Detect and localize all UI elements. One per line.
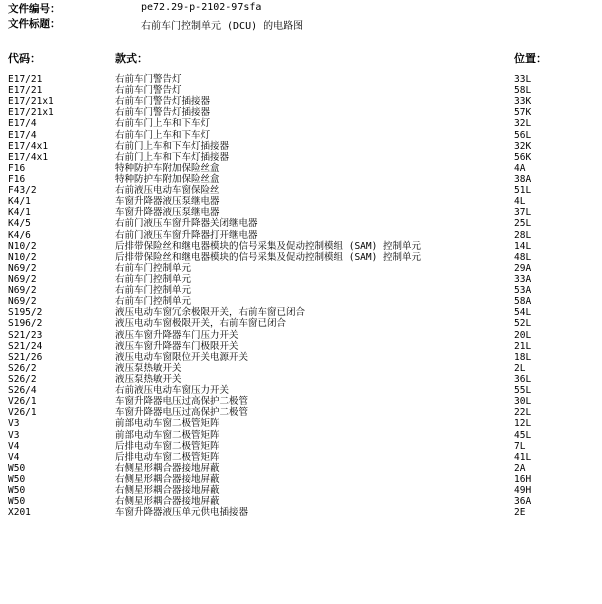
- table-row: [0, 507, 602, 518]
- table-row: [0, 74, 602, 85]
- table-row: [0, 196, 602, 207]
- component-description: 右前车门警告灯: [115, 74, 182, 85]
- table-row: [0, 274, 602, 285]
- component-description: 后排电动车窗二极管矩阵: [115, 451, 220, 463]
- component-code: N69/2: [8, 285, 37, 297]
- component-code: V4: [8, 451, 20, 463]
- component-position: 29A: [514, 262, 532, 274]
- component-position: 16H: [514, 473, 532, 485]
- component-code: E17/4: [8, 118, 37, 130]
- table-row: [0, 496, 602, 507]
- component-position: 4L: [514, 196, 526, 208]
- table-row: [0, 330, 602, 341]
- component-position: 32K: [514, 140, 532, 152]
- table-row: [0, 385, 602, 396]
- component-description: 右侧星形耦合器接地屏蔽: [115, 462, 220, 474]
- component-code: F16: [8, 162, 26, 174]
- component-code: F16: [8, 173, 26, 185]
- component-description: 液压电动车窗极限开关，右前车窗已闭合: [115, 318, 287, 330]
- component-position: 32L: [514, 118, 532, 130]
- table-row: [0, 474, 602, 485]
- doc-title-value: 右前车门控制单元 (DCU) 的电路图: [141, 21, 304, 32]
- component-position: 51L: [514, 185, 532, 197]
- component-position: 12L: [514, 418, 532, 430]
- component-code: V4: [8, 440, 20, 452]
- column-header-code: 代码：: [8, 52, 41, 65]
- table-row: [0, 163, 602, 174]
- component-position: 2E: [514, 507, 526, 519]
- component-code: W50: [8, 462, 26, 474]
- component-description: 右前车门警告灯插接器: [115, 96, 211, 108]
- component-description: 液压泵热敏开关: [115, 362, 182, 374]
- table-row: [0, 252, 602, 263]
- component-description: 右前门上车和下车灯插接器: [115, 140, 230, 152]
- component-position: 38A: [514, 173, 532, 185]
- table-row: [0, 152, 602, 163]
- component-description: 车窗升降器液压泵继电器: [115, 196, 220, 208]
- component-position: 36A: [514, 496, 532, 508]
- component-position: 33K: [514, 96, 532, 108]
- component-description: 前部电动车窗二极管矩阵: [115, 429, 220, 441]
- component-code: V26/1: [8, 407, 37, 419]
- component-code: K4/1: [8, 196, 31, 208]
- component-position: 36L: [514, 373, 532, 385]
- table-row: [0, 107, 602, 118]
- component-description: 右侧星形耦合器接地屏蔽: [115, 485, 220, 497]
- component-code: S21/23: [8, 329, 43, 341]
- component-description: 特种防护车附加保险丝盒: [115, 162, 220, 174]
- component-code: S196/2: [8, 318, 43, 330]
- component-position: 48L: [514, 251, 532, 263]
- component-description: 后排带保险丝和继电器模块的信号采集及促动控制模组 (SAM) 控制单元: [115, 251, 422, 263]
- table-row: [0, 85, 602, 96]
- table-row: [0, 241, 602, 252]
- component-position: 57K: [514, 107, 532, 119]
- component-position: 28L: [514, 229, 532, 241]
- component-code: V3: [8, 418, 20, 430]
- component-code: N69/2: [8, 296, 37, 308]
- component-position: 37L: [514, 207, 532, 219]
- component-position: 33L: [514, 74, 532, 85]
- component-code: X201: [8, 507, 31, 519]
- component-description: 右前门液压车窗升降器关闭继电器: [115, 218, 258, 230]
- component-position: 25L: [514, 218, 532, 230]
- table-row: [0, 485, 602, 496]
- component-code: S21/24: [8, 340, 43, 352]
- component-description: 特种防护车附加保险丝盒: [115, 173, 220, 185]
- table-row: [0, 185, 602, 196]
- table-row: [0, 285, 602, 296]
- component-description: 液压电动车窗冗余极限开关，右前车窗已闭合: [115, 307, 306, 319]
- component-description: 液压电动车窗限位开关电源开关: [115, 351, 249, 363]
- component-description: 右前车门控制单元: [115, 273, 192, 285]
- table-row: [0, 352, 602, 363]
- component-description: 前部电动车窗二极管矩阵: [115, 418, 220, 430]
- table-row: [0, 341, 602, 352]
- component-description: 右前液压电动车窗保险丝: [115, 185, 220, 197]
- component-code: S21/26: [8, 351, 43, 363]
- component-code: W50: [8, 485, 26, 497]
- component-description: 右前门液压车窗升降器打开继电器: [115, 229, 258, 241]
- table-row: [0, 296, 602, 307]
- component-description: 液压车窗升降器车门压力开关: [115, 329, 239, 341]
- component-description: 车窗升降器电压过高保护二极管: [115, 407, 249, 419]
- component-position: 4A: [514, 162, 526, 174]
- component-description: 右前车门控制单元: [115, 262, 192, 274]
- component-code: K4/6: [8, 229, 31, 241]
- component-code: F43/2: [8, 185, 37, 197]
- table-row: [0, 318, 602, 329]
- component-code: E17/4: [8, 129, 37, 141]
- component-position: 14L: [514, 240, 532, 252]
- table-row: [0, 452, 602, 463]
- component-position: 20L: [514, 329, 532, 341]
- component-description: 右前车门控制单元: [115, 285, 192, 297]
- component-position: 30L: [514, 396, 532, 408]
- component-code: S26/2: [8, 373, 37, 385]
- table-row: [0, 218, 602, 229]
- table-row: [0, 118, 602, 129]
- component-position: 58L: [514, 85, 532, 97]
- component-position: 7L: [514, 440, 526, 452]
- component-position: 54L: [514, 307, 532, 319]
- component-position: 22L: [514, 407, 532, 419]
- component-code: E17/4x1: [8, 151, 49, 163]
- table-row: [0, 407, 602, 418]
- component-position: 55L: [514, 385, 532, 397]
- component-position: 53A: [514, 285, 532, 297]
- table-row: [0, 207, 602, 218]
- component-description: 右前车门上车和下车灯: [115, 129, 211, 141]
- component-position: 18L: [514, 351, 532, 363]
- component-description: 右前液压电动车窗压力开关: [115, 385, 230, 397]
- component-code: K4/5: [8, 218, 31, 230]
- component-code: S26/4: [8, 385, 37, 397]
- component-list: [0, 74, 602, 518]
- component-description: 车窗升降器液压泵继电器: [115, 207, 220, 219]
- component-description: 右侧星形耦合器接地屏蔽: [115, 473, 220, 485]
- component-description: 右前车门警告灯: [115, 85, 182, 97]
- table-row: [0, 96, 602, 107]
- table-row: [0, 174, 602, 185]
- table-row: [0, 430, 602, 441]
- component-description: 右前车门警告灯插接器: [115, 107, 211, 119]
- component-code: K4/1: [8, 207, 31, 219]
- table-row: [0, 130, 602, 141]
- component-description: 右前车门控制单元: [115, 296, 192, 308]
- component-position: 45L: [514, 429, 532, 441]
- component-description: 后排带保险丝和继电器模块的信号采集及促动控制模组 (SAM) 控制单元: [115, 240, 422, 252]
- table-row: [0, 230, 602, 241]
- component-description: 右侧星形耦合器接地屏蔽: [115, 496, 220, 508]
- column-header-desc: 款式：: [115, 52, 148, 65]
- component-position: 2L: [514, 362, 526, 374]
- component-code: W50: [8, 473, 26, 485]
- doc-title-label: 文件标题：: [8, 18, 61, 30]
- component-description: 后排电动车窗二极管矩阵: [115, 440, 220, 452]
- component-code: S195/2: [8, 307, 43, 319]
- component-code: W50: [8, 496, 26, 508]
- component-code: E17/4x1: [8, 140, 49, 152]
- component-code: N10/2: [8, 251, 37, 263]
- doc-number-label: 文件编号：: [8, 3, 61, 15]
- component-description: 液压泵热敏开关: [115, 373, 182, 385]
- component-code: N69/2: [8, 262, 37, 274]
- table-row: [0, 374, 602, 385]
- component-code: N69/2: [8, 273, 37, 285]
- component-position: 56K: [514, 151, 532, 163]
- component-description: 右前门上车和下车灯插接器: [115, 151, 230, 163]
- table-row: [0, 396, 602, 407]
- component-description: 车窗升降器电压过高保护二极管: [115, 396, 249, 408]
- component-code: E17/21x1: [8, 107, 54, 119]
- component-code: N10/2: [8, 240, 37, 252]
- table-row: [0, 463, 602, 474]
- component-code: V26/1: [8, 396, 37, 408]
- component-position: 56L: [514, 129, 532, 141]
- component-code: E17/21: [8, 74, 43, 85]
- component-description: 右前车门上车和下车灯: [115, 118, 211, 130]
- component-description: 车窗升降器液压单元供电插接器: [115, 507, 249, 519]
- table-row: [0, 263, 602, 274]
- component-position: 21L: [514, 340, 532, 352]
- column-header-pos: 位置：: [514, 52, 547, 65]
- component-position: 33A: [514, 273, 532, 285]
- component-position: 41L: [514, 451, 532, 463]
- table-row: [0, 418, 602, 429]
- component-code: E17/21: [8, 85, 43, 97]
- component-position: 58A: [514, 296, 532, 308]
- table-row: [0, 441, 602, 452]
- component-code: S26/2: [8, 362, 37, 374]
- doc-number-value: pe72.29-p-2102-97sfa: [141, 2, 262, 13]
- component-position: 2A: [514, 462, 526, 474]
- component-position: 49H: [514, 485, 532, 497]
- component-description: 液压车窗升降器车门极限开关: [115, 340, 239, 352]
- component-code: E17/21x1: [8, 96, 54, 108]
- component-position: 52L: [514, 318, 532, 330]
- table-row: [0, 307, 602, 318]
- component-code: V3: [8, 429, 20, 441]
- table-row: [0, 141, 602, 152]
- table-row: [0, 363, 602, 374]
